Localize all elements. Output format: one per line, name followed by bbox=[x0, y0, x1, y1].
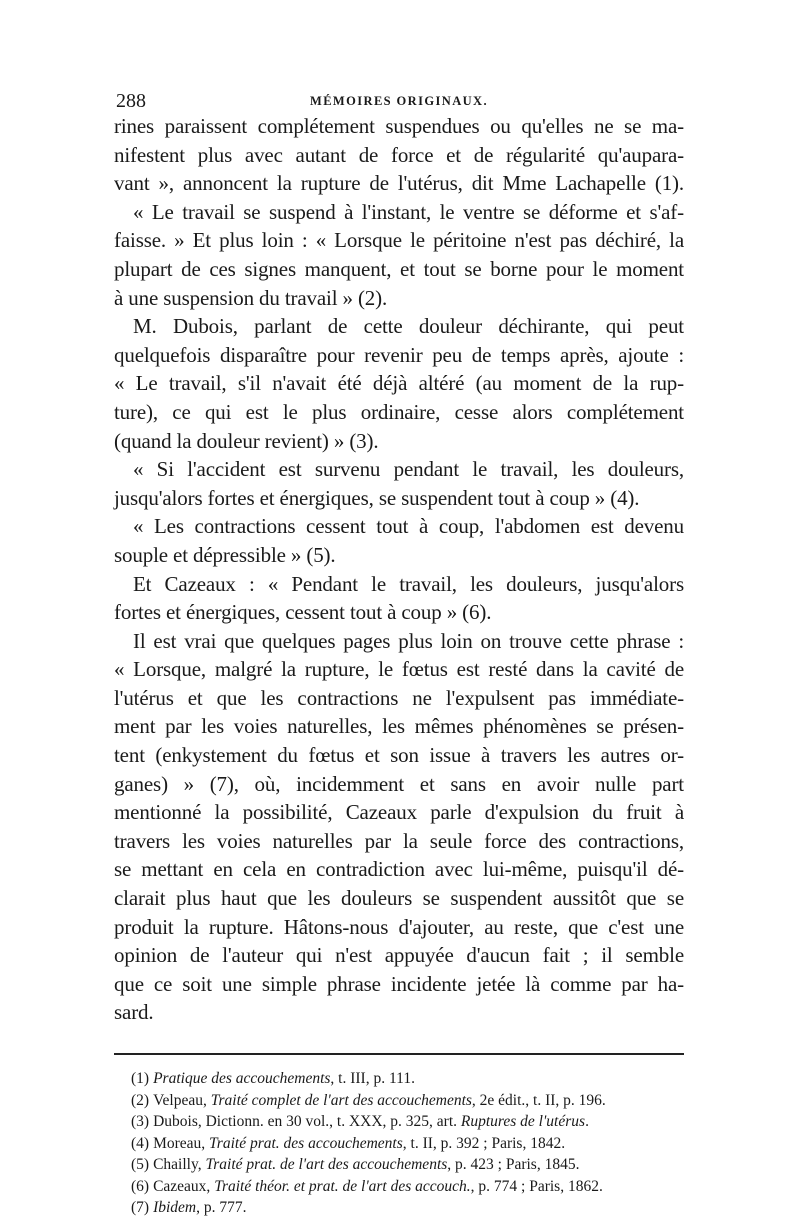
footnote-text: Velpeau, bbox=[153, 1091, 211, 1109]
footnote-text: . bbox=[585, 1113, 589, 1130]
footnote bbox=[131, 1154, 684, 1176]
footnote bbox=[131, 1176, 684, 1198]
text-line: se mettant en cela en contradiction avec lui-même, puisqu'il dé- bbox=[114, 857, 684, 882]
footnote-number: (3) bbox=[131, 1113, 150, 1130]
text-line: rines paraissent complétement suspendues ou qu'elles ne se ma- bbox=[114, 114, 684, 138]
footnote-title: Traité prat. de l'art des accouchements bbox=[205, 1156, 448, 1173]
footnote-number: (1) bbox=[131, 1070, 150, 1087]
text-line: « Si l'accident est survenu pendant le travail, les douleurs, bbox=[133, 457, 684, 482]
body-text bbox=[114, 112, 684, 1027]
text-line: tent (enkystement du fœtus et son issue à travers les autres or- bbox=[114, 743, 684, 768]
footnote-number: (7) bbox=[131, 1199, 150, 1216]
footnote-text: , t. III, p. 111. bbox=[330, 1070, 415, 1087]
footnote bbox=[131, 1133, 684, 1155]
footnote-text: , p. 423 ; Paris, 1845. bbox=[447, 1156, 580, 1173]
footnote-text: , p. 777. bbox=[196, 1199, 247, 1216]
footnote-text: Dubois, Dictionn. en 30 vol., t. XXX, p. 325, art. bbox=[153, 1113, 461, 1130]
text-line: souple et dépressible » (5). bbox=[114, 542, 336, 567]
running-head: MÉMOIRES ORIGINAUX. bbox=[310, 94, 488, 108]
text-line: que ce soit une simple phrase incidente jetée là comme par ha- bbox=[114, 971, 684, 996]
text-line: faisse. » Et plus loin : « Lorsque le péritoine n'est pas déchiré, la bbox=[114, 228, 684, 253]
footnote bbox=[131, 1068, 684, 1090]
text-line: nifestent plus avec autant de force et de régularité qu'aupara- bbox=[114, 142, 684, 167]
footnote-number: (6) bbox=[131, 1177, 150, 1195]
footnote-text: Moreau, bbox=[153, 1134, 210, 1152]
footnote-text: , t. II, p. 392 ; Paris, 1842. bbox=[402, 1134, 566, 1152]
footnote-text: , p. 774 ; Paris, 1862. bbox=[470, 1177, 603, 1195]
text-line: à une suspension du travail » (2). bbox=[114, 285, 388, 310]
page-number: 288 bbox=[116, 90, 146, 112]
footnote bbox=[131, 1197, 684, 1219]
text-line: « Le travail se suspend à l'instant, le ventre se déforme et s'af- bbox=[133, 199, 684, 224]
text-line: vant », annoncent la rupture de l'utérus, dit Mme Lachapelle (1). bbox=[114, 171, 684, 196]
text-line: ganes) » (7), où, incidemment et sans en avoir nulle part bbox=[114, 771, 684, 796]
book-page bbox=[114, 82, 684, 1219]
footnote-text: Chailly, bbox=[153, 1156, 206, 1173]
footnote bbox=[131, 1090, 684, 1112]
text-line: « Les contractions cessent tout à coup, l'abdomen est devenu bbox=[133, 514, 684, 539]
footnote bbox=[131, 1111, 684, 1133]
text-line: produit la rupture. Hâtons-nous d'ajouter, au reste, que c'est une bbox=[114, 914, 684, 939]
text-line: « Le travail, s'il n'avait été déjà altéré (au moment de la rup- bbox=[114, 371, 684, 396]
footnote-title: Traité théor. et prat. de l'art des accouch. bbox=[214, 1177, 471, 1195]
footnote-title: Traité complet de l'art des accouchements bbox=[210, 1091, 472, 1109]
footnotes bbox=[114, 1068, 684, 1219]
footnote-title: Ibidem bbox=[153, 1199, 197, 1216]
page-header bbox=[114, 82, 684, 112]
footnote-title: Ruptures de l'utérus bbox=[460, 1113, 586, 1130]
text-line: fortes et énergiques, cessent tout à coup » (6). bbox=[114, 600, 492, 625]
footnote-number: (4) bbox=[131, 1134, 150, 1152]
footnote-title: Pratique des accouchements bbox=[153, 1070, 331, 1087]
footnote-text: Cazeaux, bbox=[153, 1177, 215, 1195]
text-line: quelquefois disparaître pour revenir peu de temps après, ajoute : bbox=[114, 342, 684, 367]
text-line: travers les voies naturelles par la seule force des contractions, bbox=[114, 828, 684, 853]
text-line: « Lorsque, malgré la rupture, le fœtus est resté dans la cavité de bbox=[114, 657, 684, 682]
text-line: M. Dubois, parlant de cette douleur déchirante, qui peut bbox=[133, 314, 684, 339]
text-line: l'utérus et que les contractions ne l'expulsent pas immédiate- bbox=[114, 685, 684, 710]
footnote-text: , 2e édit., t. II, p. 196. bbox=[471, 1091, 606, 1109]
text-line: (quand la douleur revient) » (3). bbox=[114, 428, 379, 453]
text-line: ment par les voies naturelles, les mêmes phénomènes se présen- bbox=[114, 714, 684, 739]
text-line: jusqu'alors fortes et énergiques, se suspendent tout à coup » (4). bbox=[114, 485, 640, 510]
text-line: mentionné la possibilité, Cazeaux parle d'expulsion du fruit à bbox=[114, 800, 684, 825]
footnote-number: (2) bbox=[131, 1091, 150, 1109]
text-line: Il est vrai que quelques pages plus loin on trouve cette phrase : bbox=[133, 628, 684, 653]
footnote-number: (5) bbox=[131, 1156, 150, 1173]
text-line: Et Cazeaux : « Pendant le travail, les douleurs, jusqu'alors bbox=[133, 571, 684, 596]
footnote-divider bbox=[114, 1053, 684, 1055]
text-line: plupart de ces signes manquent, et tout se borne pour le moment bbox=[114, 256, 684, 281]
footnote-title: Traité prat. des accouchements bbox=[209, 1134, 403, 1152]
text-line: clarait plus haut que les douleurs se suspendent aussitôt que se bbox=[114, 886, 684, 911]
text-line: ture), ce qui est le plus ordinaire, cesse alors complétement bbox=[114, 399, 684, 424]
text-line: sard. bbox=[114, 1000, 154, 1025]
text-line: opinion de l'auteur qui n'est appuyée d'aucun fait ; il semble bbox=[114, 943, 684, 968]
